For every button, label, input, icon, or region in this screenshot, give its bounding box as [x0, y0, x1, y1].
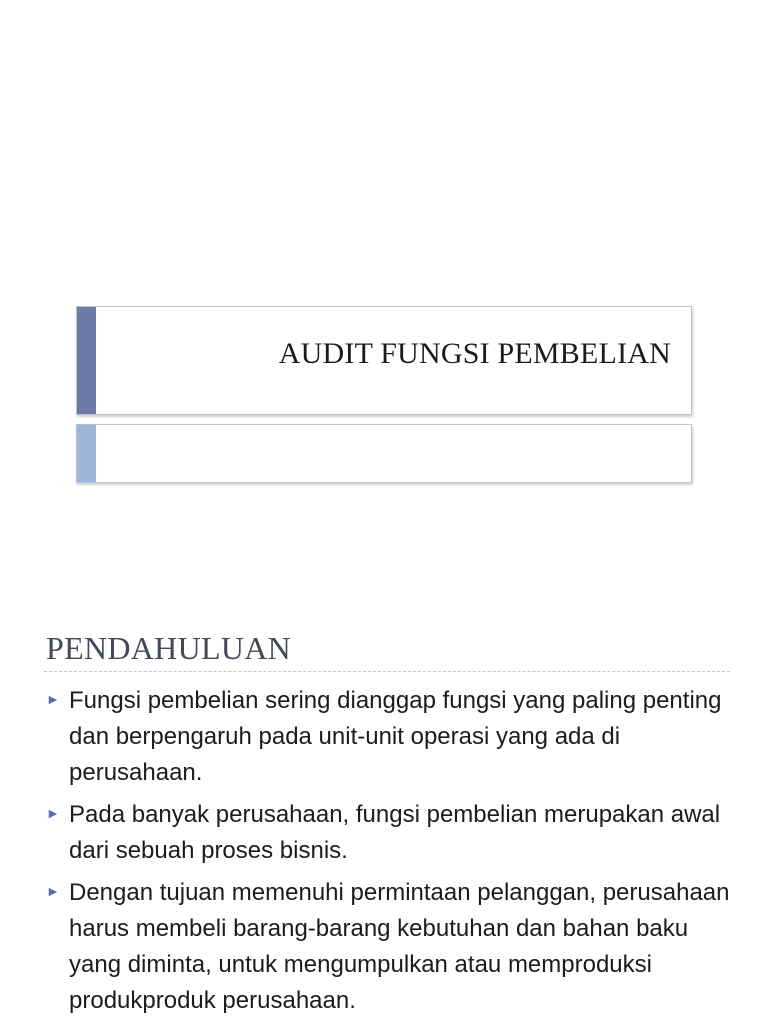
triangle-right-icon: ►: [46, 883, 60, 899]
title-box: [76, 306, 692, 415]
bullet-text: Dengan tujuan memenuhi permintaan pelanggan, perusahaan harus membeli barang-barang kebutuhan dan bahan baku yang diminta, untuk mengumpulkan atau memproduksi produkproduk perusahaan.: [69, 879, 730, 1014]
list-item: [44, 683, 734, 791]
title-accent-bar: [77, 307, 96, 414]
slide-title: AUDIT FUNGSI PEMBELIAN: [278, 337, 671, 370]
bullet-text: Pada banyak perusahaan, fungsi pembelian merupakan awal dari sebuah proses bisnis.: [69, 801, 721, 864]
bullet-text: Fungsi pembelian sering dianggap fungsi yang paling penting dan berpengaruh pada unit-unit operasi yang ada di perusahaan.: [69, 687, 722, 786]
triangle-right-icon: ►: [46, 805, 60, 821]
list-item: [44, 797, 734, 869]
heading-divider: [44, 671, 730, 672]
content-slide: [0, 576, 768, 1024]
subtitle-box: [76, 424, 692, 483]
bullet-list: [44, 683, 734, 1025]
triangle-right-icon: ►: [46, 691, 60, 707]
section-heading: PENDAHULUAN: [46, 630, 292, 666]
list-item: [44, 875, 734, 1019]
subtitle-accent-bar: [77, 425, 96, 482]
